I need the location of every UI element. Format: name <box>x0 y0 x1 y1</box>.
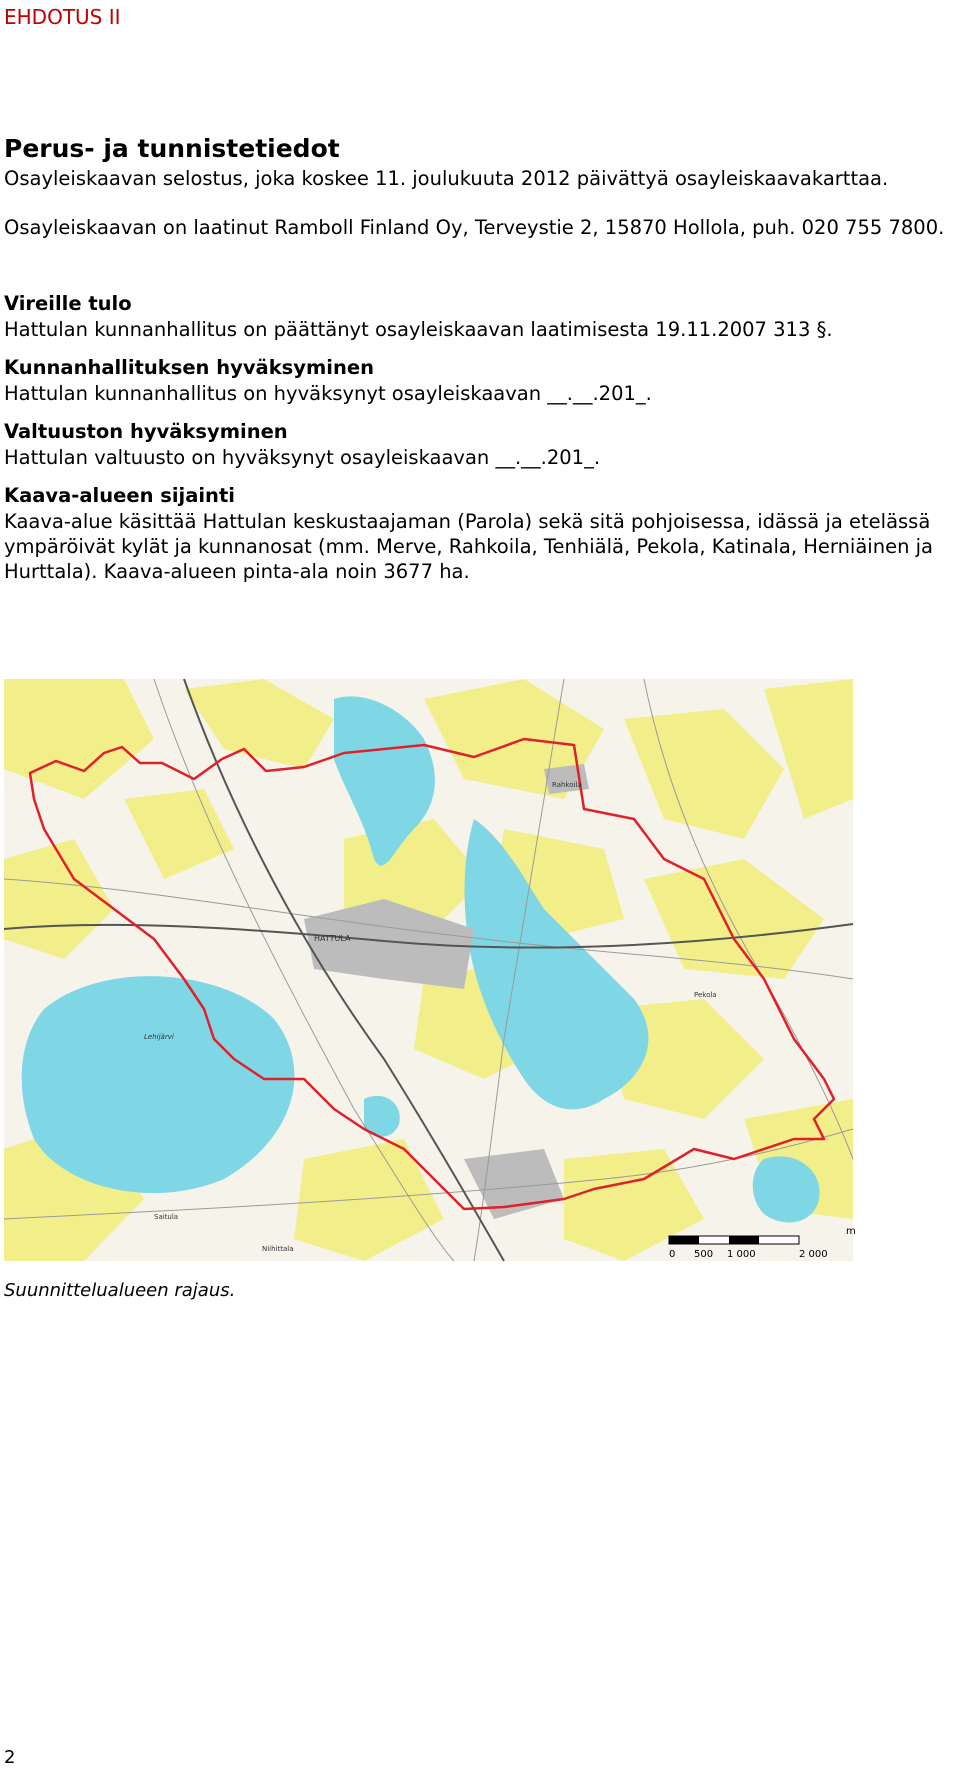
map-label-saitula: Saitula <box>154 1213 179 1221</box>
scale-label-unit: m <box>846 1226 856 1237</box>
section-text-sijainti: Kaava-alue käsittää Hattulan keskustaajaman (Parola) sekä sitä pohjoisessa, idässä ja etelässä ympäröivät kylät ja kunnanosat (mm. Merve, Rahkoila, Tenhiälä, Pekola, Katinala, Herniäinen ja Hurttala). Kaava-alueen pinta-ala noin 3677 ha. <box>4 510 934 583</box>
page-number: 2 <box>4 1747 16 1768</box>
author-paragraph: Osayleiskaavan on laatinut Ramboll Finland Oy, Terveystie 2, 15870 Hollola, puh. 020 755 7800. <box>4 216 945 239</box>
intro-paragraph: Osayleiskaavan selostus, joka koskee 11. joulukuuta 2012 päivättyä osayleiskaavakarttaa. <box>4 167 889 190</box>
section-text-valtuusto: Hattulan valtuusto on hyväksynyt osayleiskaavan __.__.201_. <box>4 446 601 469</box>
map-label-lehijarvi: Lehijärvi <box>144 1033 174 1041</box>
scale-label-1000: 1 000 <box>727 1249 756 1260</box>
map-caption: Suunnittelualueen rajaus. <box>4 1280 236 1301</box>
page-title: Perus- ja tunnistetiedot <box>4 134 340 163</box>
section-heading-valtuusto: Valtuuston hyväksyminen <box>4 420 288 443</box>
section-heading-vireille: Vireille tulo <box>4 292 132 315</box>
map-label-pekola: Pekola <box>694 991 717 999</box>
scale-label-2000: 2 000 <box>799 1249 828 1260</box>
section-heading-sijainti: Kaava-alueen sijainti <box>4 484 235 507</box>
section-heading-kunnanhallitus: Kunnanhallituksen hyväksyminen <box>4 356 374 379</box>
scale-label-0: 0 <box>669 1249 676 1260</box>
section-text-kunnanhallitus: Hattulan kunnanhallitus on hyväksynyt osayleiskaavan __.__.201_. <box>4 382 652 405</box>
map-label-hattula: HATTULA <box>314 934 351 943</box>
document-header-label: EHDOTUS II <box>4 5 121 29</box>
map-label-niihittala: Niihittala <box>262 1245 294 1253</box>
section-text-vireille: Hattulan kunnanhallitus on päättänyt osayleiskaavan laatimisesta 19.11.2007 313 §. <box>4 318 833 341</box>
planning-area-map <box>4 679 856 1261</box>
scale-label-500: 500 <box>694 1249 714 1260</box>
map-label-rahkoila: Rahkoila <box>552 781 582 789</box>
